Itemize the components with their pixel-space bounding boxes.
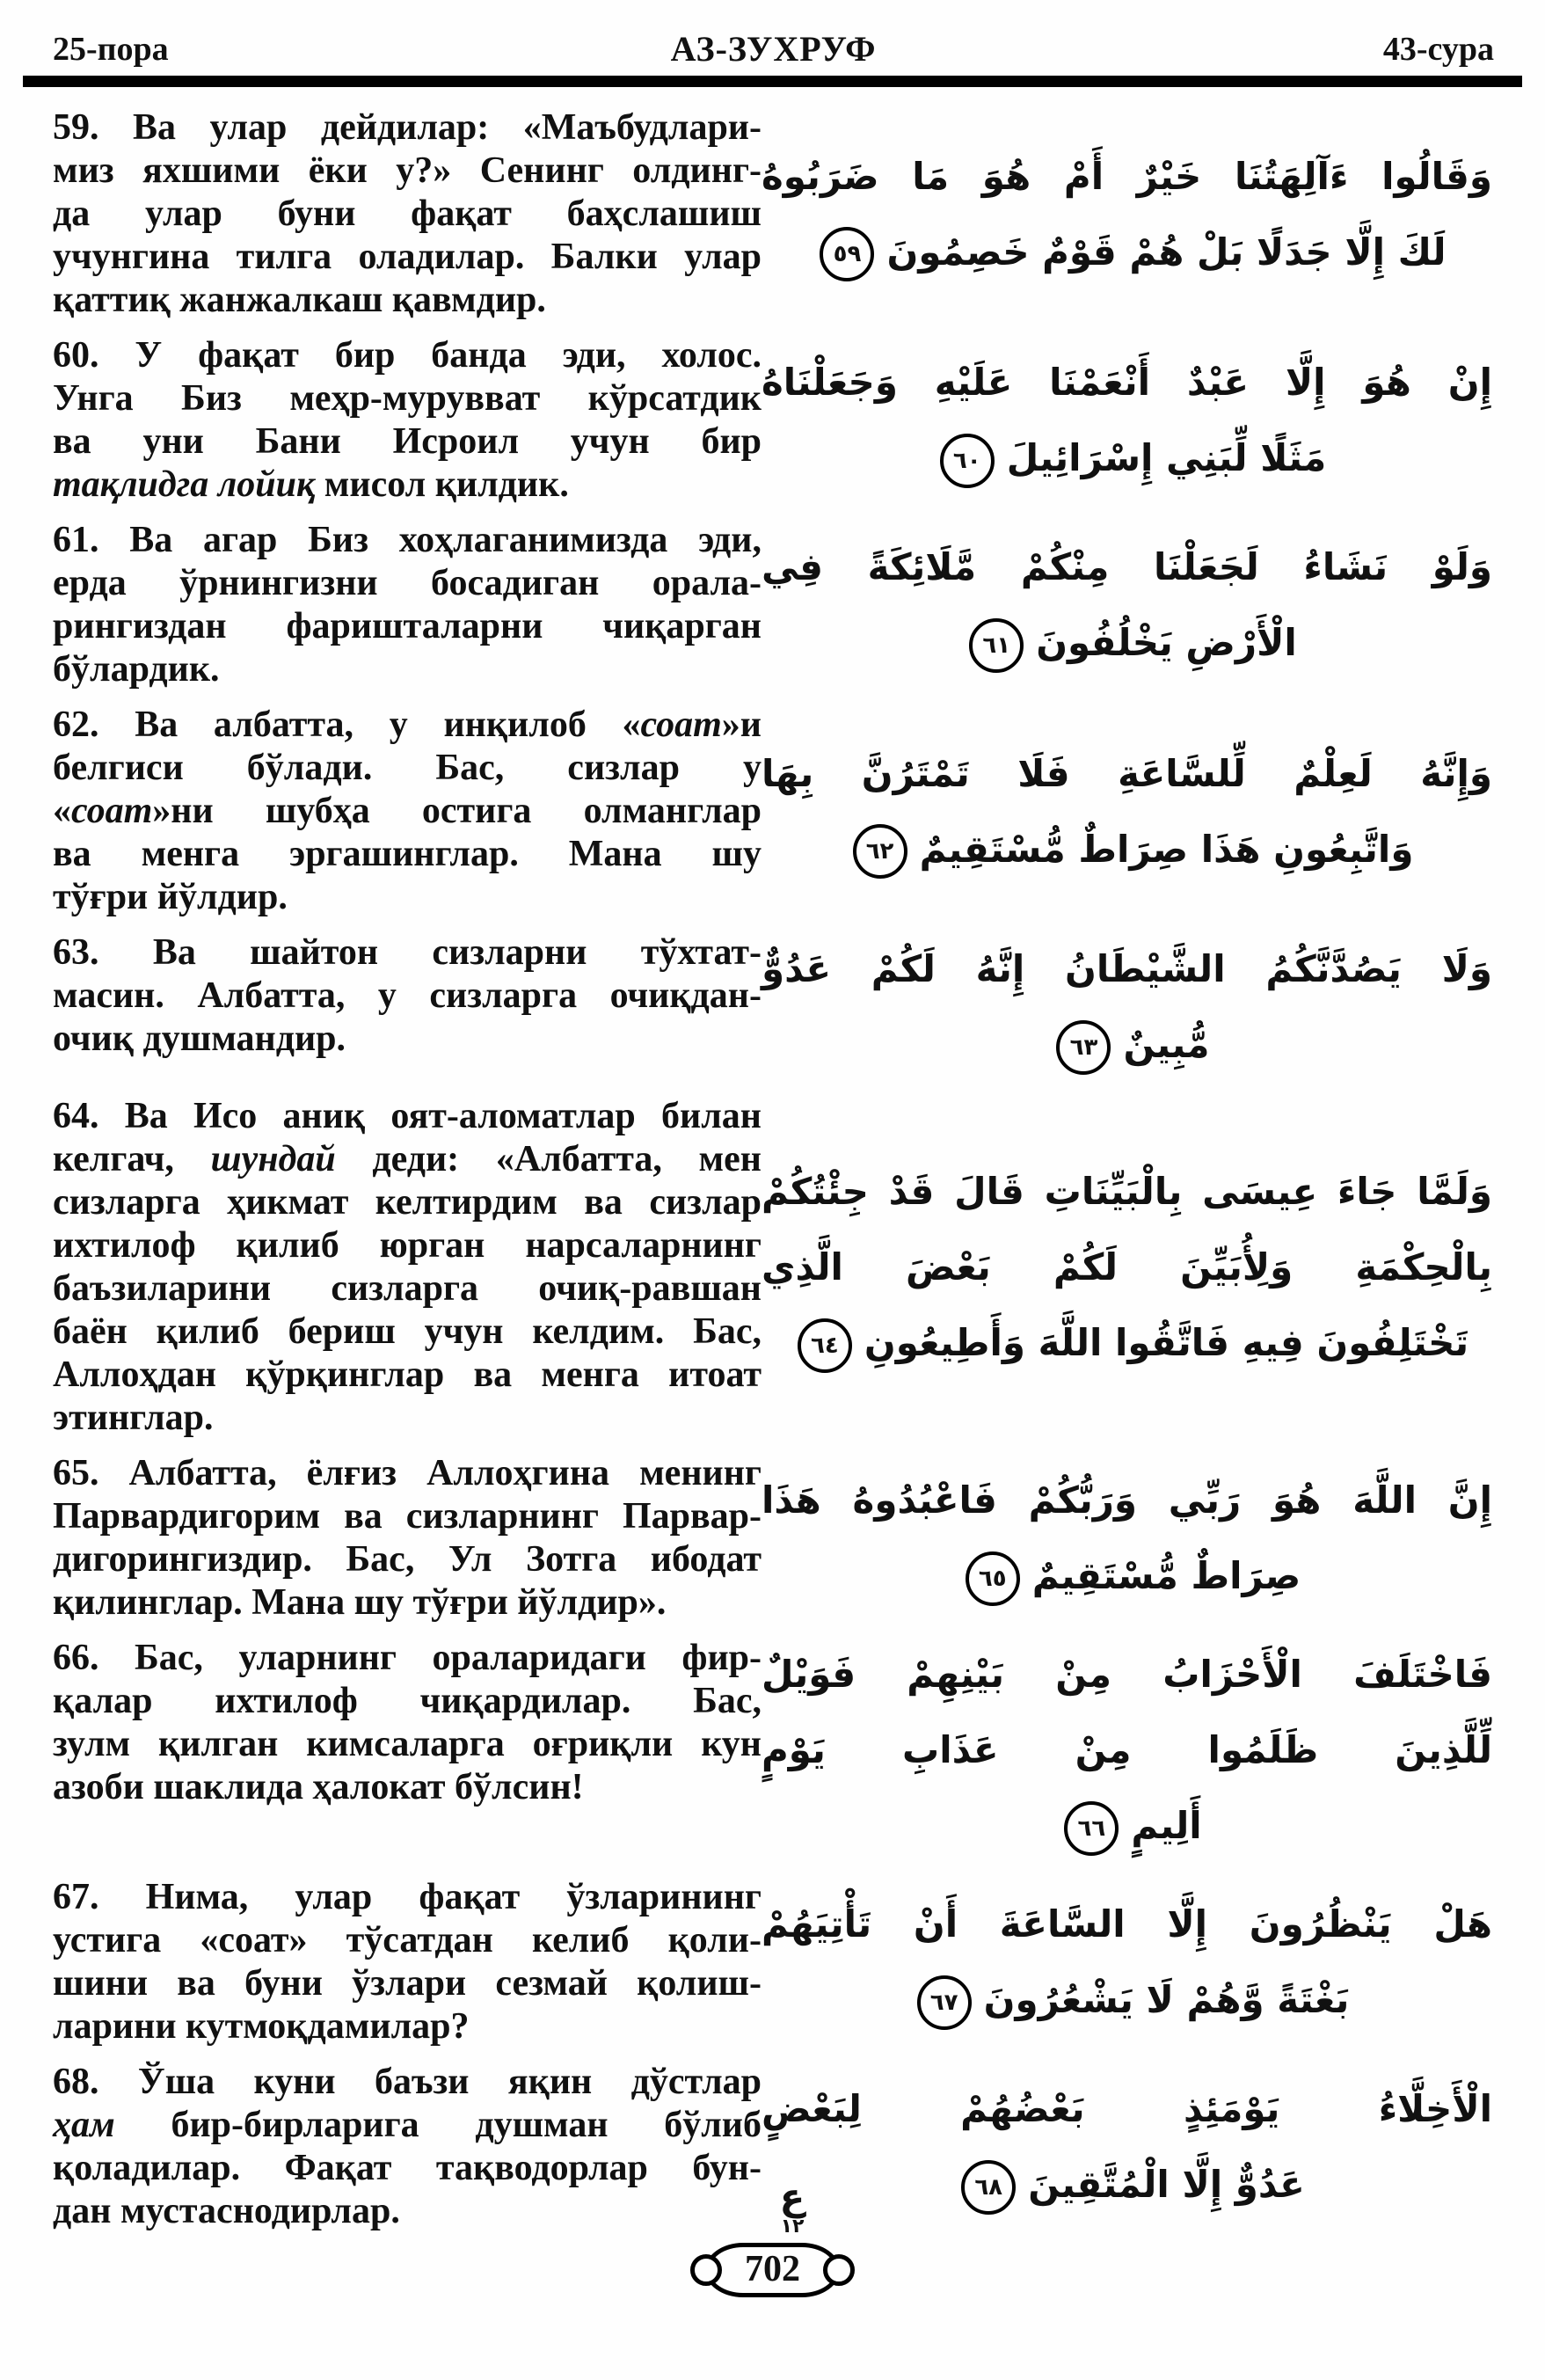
text: 62. Ва албатта, у инқилоб « xyxy=(53,705,641,745)
uzbek-line xyxy=(53,704,762,747)
text: ларини кутмоқдамилар? xyxy=(53,2006,470,2047)
uzbek-line xyxy=(53,519,762,562)
arabic-line: الْأَخِلَّاءُ يَوْمَئِذٍ بَعْضُهُمْ لِبَعْضٍ xyxy=(762,2087,1492,2130)
uzbek-verse-59 xyxy=(53,106,762,322)
header-rule xyxy=(23,76,1522,87)
italic-text: ҳам xyxy=(53,2105,115,2145)
verse-row-66 xyxy=(53,1637,1513,1864)
text: 64. Ва Исо аниқ оят-аломатлар билан xyxy=(53,1096,762,1136)
arabic-verse-63 xyxy=(762,931,1513,1083)
text: »ни шубҳа остига олманглар xyxy=(152,791,762,831)
uzbek-line xyxy=(53,377,762,420)
text: очиқ душмандир. xyxy=(53,1018,346,1059)
text: миз яхшими ёки у?» Сенинг олдинг- xyxy=(53,150,762,191)
arabic-line: فَاخْتَلَفَ الْأَحْزَابُ مِنْ بَيْنِهِمْ فَوَيْلٌ xyxy=(762,1653,1492,1696)
uzbek-line xyxy=(53,1310,762,1354)
text: қаттиқ жанжалкаш қавмдир. xyxy=(53,280,546,320)
text: ерда ўрнингизни босадиган орала- xyxy=(53,563,762,603)
uzbek-line xyxy=(53,150,762,193)
uzbek-verse-68 xyxy=(53,2061,762,2233)
uzbek-line xyxy=(53,1267,762,1310)
page-footer xyxy=(0,2243,1545,2297)
uzbek-line xyxy=(53,334,762,377)
uzbek-line xyxy=(53,2005,762,2048)
text: масин. Албатта, у сизларга очиқдан- xyxy=(53,975,762,1016)
uzbek-line xyxy=(53,1919,762,1962)
arabic-line: بَغْتَةً وَّهُمْ لَا يَشْعُرُونَ٦٧ xyxy=(762,1962,1492,2038)
uzbek-verse-64 xyxy=(53,1095,762,1440)
text: устига «соат» тўсатдан келиб қоли- xyxy=(53,1920,762,1960)
text: мисол қилдик. xyxy=(315,464,569,505)
uzbek-line xyxy=(53,106,762,150)
arabic-line: هَلْ يَنْظُرُونَ إِلَّا السَّاعَةَ أَنْ تَأْتِيَهُمْ xyxy=(762,1902,1492,1946)
arabic-line: وَاتَّبِعُونِ هَذَا صِرَاطٌ مُّسْتَقِيمٌ٦٢ xyxy=(762,812,1492,887)
text: 60. У фақат бир банда эди, холос. xyxy=(53,335,762,376)
arabic-verse-59 xyxy=(762,106,1513,322)
uzbek-line xyxy=(53,279,762,322)
uzbek-line xyxy=(53,193,762,236)
uzbek-line xyxy=(53,1181,762,1224)
uzbek-line xyxy=(53,1876,762,1919)
page-number: 702 xyxy=(745,2249,800,2289)
uzbek-line xyxy=(53,1723,762,1766)
arabic-line: لَكَ إِلَّا جَدَلًا بَلْ هُمْ قَوْمٌ خَصِمُونَ٥٩ xyxy=(762,215,1492,290)
text: қилинглар. Мана шу тўғри йўлдир». xyxy=(53,1582,667,1623)
ayah-number-badge: ٦٥ xyxy=(966,1551,1020,1606)
surah-title: АЗ-ЗУХРУФ xyxy=(670,29,877,69)
ruku-letter: ع xyxy=(779,2175,805,2218)
uzbek-verse-66 xyxy=(53,1637,762,1864)
verse-row-65 xyxy=(53,1452,1513,1624)
arabic-line: إِنْ هُوَ إِلَّا عَبْدٌ أَنْعَمْنَا عَلَيْهِ وَجَعَلْنَاهُ xyxy=(762,361,1492,404)
arabic-line: عَدُوٌّ إِلَّا الْمُتَّقِينَ٦٨ xyxy=(762,2147,1492,2223)
arabic-verse-64 xyxy=(762,1095,1513,1440)
arabic-line: لِّلَّذِينَ ظَلَمُوا مِنْ عَذَابِ يَوْمٍ xyxy=(762,1728,1492,1771)
arabic-line: صِرَاطٌ مُّسْتَقِيمٌ٦٥ xyxy=(762,1538,1492,1614)
verse-row-68 xyxy=(53,2061,1513,2238)
text: баён қилиб бериш учун келдим. Бас, xyxy=(53,1311,762,1352)
text: ва менга эргашинглар. Мана шу xyxy=(53,834,762,874)
text: азоби шаклида ҳалокат бўлсин! xyxy=(53,1767,584,1807)
text: 67. Нима, улар фақат ўзларининг xyxy=(53,1877,762,1917)
arabic-line: تَخْتَلِفُونَ فِيهِ فَاتَّقُوا اللَّهَ وَأَطِيعُونِ٦٤ xyxy=(762,1305,1492,1381)
text: тўғри йўлдир. xyxy=(53,877,288,917)
arabic-verse-67 xyxy=(762,1876,1513,2048)
uzbek-line xyxy=(53,236,762,279)
ayah-number-badge: ٦٢ xyxy=(853,824,907,879)
arabic-line: مُّبِينٌ٦٣ xyxy=(762,1007,1492,1083)
surah-number-label: 43-сура xyxy=(1382,31,1494,69)
text: сизларга ҳикмат келтирдим ва сизлар xyxy=(53,1182,762,1223)
text: 65. Албатта, ёлғиз Аллоҳгина менинг xyxy=(53,1453,762,1493)
text: 68. Ўша куни баъзи яқин дўстлар xyxy=(53,2062,762,2102)
text: деди: «Албатта, мен xyxy=(335,1139,762,1179)
arabic-line: إِنَّ اللَّهَ هُوَ رَبِّي وَرَبُّكُمْ فَاعْبُدُوهُ هَذَا xyxy=(762,1478,1492,1522)
uzbek-line xyxy=(53,931,762,975)
text: 61. Ва агар Биз хоҳлаганимизда эди, xyxy=(53,520,762,560)
text: 66. Бас, уларнинг ораларидаги фир- xyxy=(53,1638,762,1678)
ayah-number-badge: ٦٨ xyxy=(961,2160,1016,2215)
text: белгиси бўлади. Бас, сизлар у xyxy=(53,748,762,788)
uzbek-verse-63 xyxy=(53,931,762,1083)
arabic-verse-66 xyxy=(762,1637,1513,1864)
uzbek-verse-67 xyxy=(53,1876,762,2048)
text: шини ва буни ўзлари сезмай қолиш- xyxy=(53,1963,762,2004)
arabic-line: وَإِنَّهُ لَعِلْمٌ لِّلسَّاعَةِ فَلَا تَمْتَرُنَّ بِهَا xyxy=(762,751,1492,795)
verse-row-67 xyxy=(53,1876,1513,2048)
uzbek-line xyxy=(53,2061,762,2104)
text: рингиздан фаришталарни чиқарган xyxy=(53,606,762,646)
uzbek-line xyxy=(53,876,762,919)
text: ихтилоф қилиб юрган нарсаларнинг xyxy=(53,1225,762,1266)
uzbek-line xyxy=(53,747,762,790)
arabic-verse-60 xyxy=(762,334,1513,507)
uzbek-line xyxy=(53,1637,762,1680)
ayah-number-badge: ٦٦ xyxy=(1064,1801,1119,1856)
uzbek-line xyxy=(53,2104,762,2147)
uzbek-line xyxy=(53,1095,762,1138)
text: баъзиларини сизларга очиқ-равшан xyxy=(53,1268,762,1309)
arabic-line: الْأَرْضِ يَخْلُفُونَ٦١ xyxy=(762,605,1492,681)
arabic-line: وَلَوْ نَشَاءُ لَجَعَلْنَا مِنْكُمْ مَّلَائِكَةً فِي xyxy=(762,545,1492,588)
arabic-verse-62 xyxy=(762,704,1513,919)
ayah-number-badge: ٥٩ xyxy=(820,227,874,281)
text: ва уни Бани Исроил учун бир xyxy=(53,421,762,462)
italic-text: соат xyxy=(640,705,722,745)
uzbek-line xyxy=(53,790,762,833)
text: келгач, xyxy=(53,1139,211,1179)
ayah-number-badge: ٦٤ xyxy=(798,1318,852,1373)
uzbek-line xyxy=(53,1962,762,2005)
arabic-line: أَلِيمٍ٦٦ xyxy=(762,1788,1492,1864)
uzbek-line xyxy=(53,1452,762,1495)
uzbek-line xyxy=(53,2147,762,2190)
text: қоладилар. Фақат тақводорлар бун- xyxy=(53,2148,762,2188)
arabic-verse-61 xyxy=(762,519,1513,691)
arabic-line: وَلَا يَصُدَّنَّكُمُ الشَّيْطَانُ إِنَّهُ لَكُمْ عَدُوٌّ xyxy=(762,947,1492,990)
ruku-marker xyxy=(763,2175,821,2238)
italic-text: шундай xyxy=(210,1139,336,1179)
uzbek-line xyxy=(53,1766,762,1809)
uzbek-verse-61 xyxy=(53,519,762,691)
ruku-number: ١٢ xyxy=(780,2216,805,2238)
verse-row-62 xyxy=(53,704,1513,919)
uzbek-line xyxy=(53,464,762,507)
arabic-verse-65 xyxy=(762,1452,1513,1624)
uzbek-line xyxy=(53,1581,762,1624)
verse-row-64 xyxy=(53,1095,1513,1440)
text: қалар ихтилоф чиқардилар. Бас, xyxy=(53,1681,762,1721)
text: « xyxy=(53,791,71,831)
uzbek-line xyxy=(53,1495,762,1538)
verse-row-59 xyxy=(53,106,1513,322)
uzbek-line xyxy=(53,833,762,876)
verse-row-60 xyxy=(53,334,1513,507)
uzbek-verse-60 xyxy=(53,334,762,507)
uzbek-line xyxy=(53,420,762,464)
text: бир-бирларига душман бўлиб xyxy=(114,2105,762,2145)
uzbek-line xyxy=(53,1224,762,1267)
text: 59. Ва улар дейдилар: «Маъбудлари- xyxy=(53,107,762,148)
ayah-number-badge: ٦٠ xyxy=(940,434,995,488)
text: Аллоҳдан қўрқинглар ва менга итоат xyxy=(53,1354,762,1395)
uzbek-line xyxy=(53,975,762,1018)
ayah-number-badge: ٦٧ xyxy=(917,1975,972,2030)
page-header xyxy=(0,0,1545,76)
arabic-line: وَلَمَّا جَاءَ عِيسَى بِالْبَيِّنَاتِ قَالَ قَدْ جِئْتُكُمْ xyxy=(762,1170,1492,1213)
uzbek-verse-62 xyxy=(53,704,762,919)
page-number-cartouche xyxy=(705,2243,840,2297)
verses xyxy=(0,87,1545,2238)
text: дан мустаснодирлар. xyxy=(53,2191,400,2231)
uzbek-line xyxy=(53,1138,762,1181)
verse-row-61 xyxy=(53,519,1513,691)
arabic-line: وَقَالُوا ءَآلِهَتُنَا خَيْرٌ أَمْ هُوَ مَا ضَرَبُوهُ xyxy=(762,154,1492,198)
uzbek-line xyxy=(53,1680,762,1723)
uzbek-line xyxy=(53,1354,762,1397)
ayah-number-badge: ٦١ xyxy=(969,618,1024,673)
text: 63. Ва шайтон сизларни тўхтат- xyxy=(53,932,762,973)
text: Парвардигорим ва сизларнинг Парвар- xyxy=(53,1496,762,1537)
arabic-verse-68 xyxy=(762,2061,1513,2238)
juz-label: 25-пора xyxy=(53,31,169,69)
uzbek-line xyxy=(53,1538,762,1581)
text: Унга Биз меҳр-мурувват кўрсатдик xyxy=(53,378,762,419)
arabic-line: بِالْحِكْمَةِ وَلِأُبَيِّنَ لَكُمْ بَعْضَ الَّذِي xyxy=(762,1245,1492,1289)
uzbek-line xyxy=(53,1018,762,1061)
uzbek-verse-65 xyxy=(53,1452,762,1624)
text: да улар буни фақат баҳслашиш xyxy=(53,193,762,234)
uzbek-line xyxy=(53,2190,762,2233)
verse-row-63 xyxy=(53,931,1513,1083)
uzbek-line xyxy=(53,605,762,648)
italic-text: соат xyxy=(71,791,153,831)
text: »и xyxy=(721,705,762,745)
text: зулм қилган кимсаларга оғриқли кун xyxy=(53,1724,762,1764)
uzbek-line xyxy=(53,1397,762,1440)
uzbek-line xyxy=(53,562,762,605)
ayah-number-badge: ٦٣ xyxy=(1056,1020,1111,1075)
text: дигорингиздир. Бас, Ул Зотга ибодат xyxy=(53,1539,762,1580)
text: учунгина тилга оладилар. Балки улар xyxy=(53,237,762,277)
text: бўлардик. xyxy=(53,649,220,690)
italic-text: тақлидга лойиқ xyxy=(53,464,316,505)
text: этинглар. xyxy=(53,1398,214,1438)
uzbek-line xyxy=(53,648,762,691)
arabic-line: مَثَلًا لِّبَنِي إِسْرَائِيلَ٦٠ xyxy=(762,420,1492,496)
